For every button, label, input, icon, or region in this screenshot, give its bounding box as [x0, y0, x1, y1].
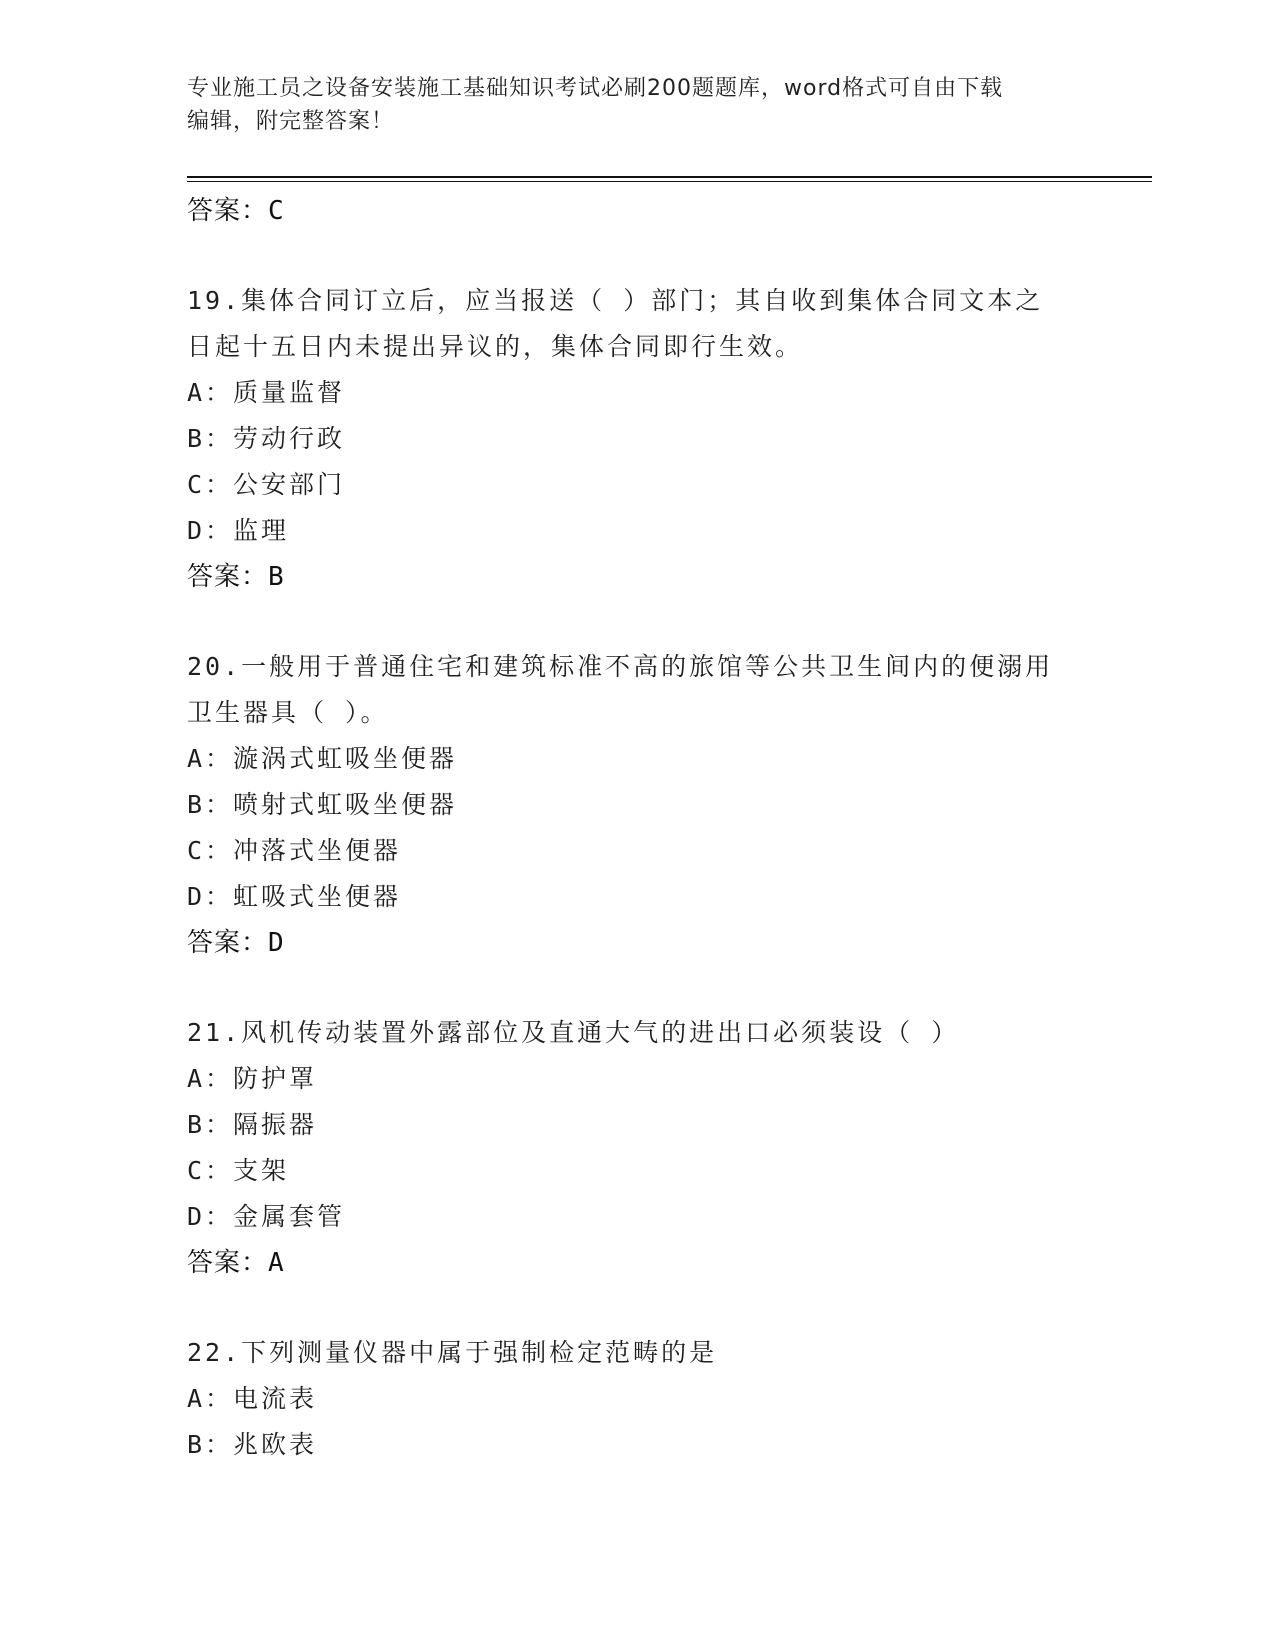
- option-d: D：金属套管: [187, 1202, 346, 1231]
- option-d: D：监理: [187, 516, 290, 545]
- question-22: [187, 1330, 1087, 1468]
- question-stem-line: 日起十五日内未提出异议的，集体合同即行生效。: [187, 332, 804, 361]
- answer-label: 答案：: [187, 928, 269, 958]
- question-stem-line: 卫生器具（ ）。: [187, 698, 389, 727]
- header-divider-thick: [187, 176, 1152, 178]
- answer-line: [187, 920, 1087, 966]
- question-stem-line: 20.一般用于普通住宅和建筑标准不高的旅馆等公共卫生间内的便溺用: [187, 652, 1054, 681]
- question-stem-line: 19.集体合同订立后，应当报送（ ）部门；其自收到集体合同文本之: [187, 286, 1044, 315]
- option-a: A：质量监督: [187, 378, 346, 407]
- header-line-2: 编辑，附完整答案！: [187, 109, 395, 134]
- option-b: B：喷射式虹吸坐便器: [187, 790, 458, 819]
- option-a: A：防护罩: [187, 1064, 318, 1093]
- option-d: D：虹吸式坐便器: [187, 882, 402, 911]
- answer-value: B: [268, 562, 285, 592]
- answer-line-prev: [187, 188, 1087, 234]
- option-c: C：冲落式坐便器: [187, 836, 402, 865]
- answer-label: 答案：: [187, 1248, 269, 1278]
- answer-line: [187, 554, 1087, 600]
- answer-value: C: [268, 196, 285, 226]
- answer-label: 答案：: [187, 562, 269, 592]
- option-a: A：漩涡式虹吸坐便器: [187, 744, 458, 773]
- header-divider-thin: [187, 181, 1152, 182]
- document-header: [187, 72, 1087, 138]
- answer-value: A: [268, 1248, 285, 1278]
- option-c: C：公安部门: [187, 470, 346, 499]
- question-stem-line: 22.下列测量仪器中属于强制检定范畴的是: [187, 1338, 718, 1367]
- answer-value: D: [268, 928, 285, 958]
- question-21: [187, 1010, 1087, 1286]
- option-c: C：支架: [187, 1156, 290, 1185]
- question-20: [187, 644, 1087, 966]
- option-b: B：隔振器: [187, 1110, 318, 1139]
- answer-line: [187, 1240, 1087, 1286]
- spacer: [187, 234, 1087, 278]
- question-list: [187, 188, 1087, 1468]
- spacer: [187, 600, 1087, 644]
- question-19: [187, 278, 1087, 600]
- spacer: [187, 966, 1087, 1010]
- question-stem-line: 21.风机传动装置外露部位及直通大气的进出口必须装设（ ）: [187, 1018, 960, 1047]
- option-a: A：电流表: [187, 1384, 318, 1413]
- spacer: [187, 1286, 1087, 1330]
- option-b: B：劳动行政: [187, 424, 346, 453]
- option-b: B：兆欧表: [187, 1430, 318, 1459]
- header-line-1: 专业施工员之设备安装施工基础知识考试必刷200题题库，word格式可自由下载: [187, 76, 1004, 101]
- answer-label: 答案：: [187, 196, 269, 226]
